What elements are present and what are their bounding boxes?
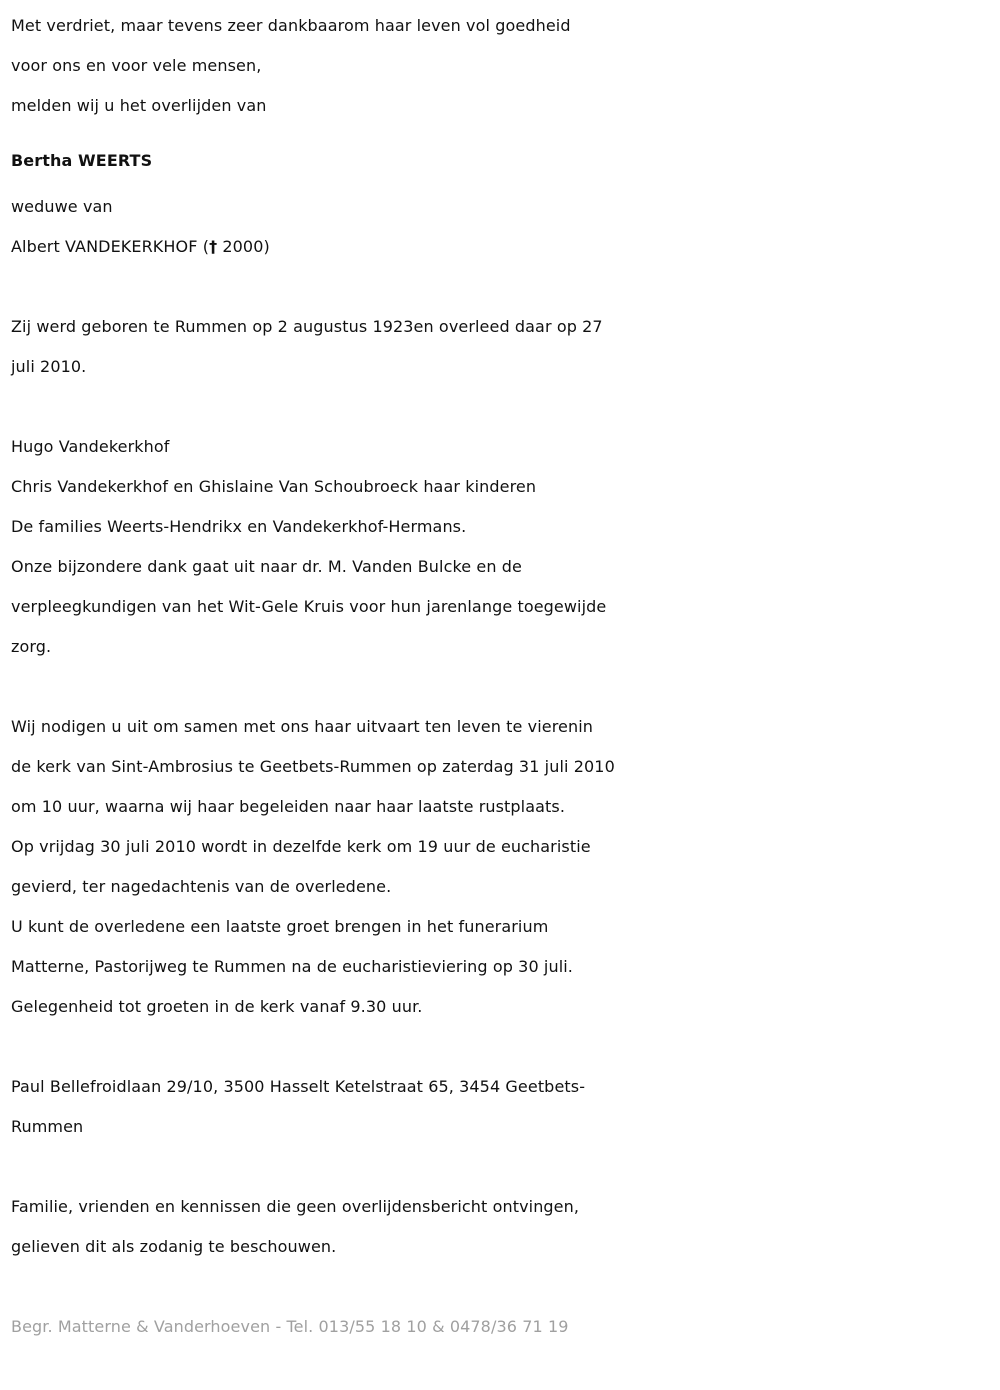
address-section (11, 1067, 996, 1147)
ceremony-section (11, 707, 996, 1027)
family-line: Hugo Vandekerkhof (11, 437, 170, 456)
spacer (11, 1027, 996, 1067)
family-line: zorg. (11, 637, 52, 656)
spacer (11, 1147, 996, 1187)
spacer (11, 387, 996, 427)
family-line: Onze bijzondere dank gaat uit naar dr. M. Vanden Bulcke en de (11, 557, 522, 576)
intro-section (11, 6, 996, 126)
ceremony-line: Matterne, Pastorijweg te Rummen na de eucharistieviering op 30 juli. (11, 957, 573, 976)
birth-death-line: Zij werd geboren te Rummen op 2 augustus 1923en overleed daar op 27 (11, 317, 603, 336)
spacer (11, 267, 996, 307)
birth-death-section (11, 307, 996, 387)
intro-line: Met verdriet, maar tevens zeer dankbaarom haar leven vol goedheid (11, 16, 571, 35)
family-line: verpleegkundigen van het Wit-Gele Kruis voor hun jarenlange toegewijde (11, 597, 607, 616)
ceremony-line: gevierd, ter nagedachtenis van de overledene. (11, 877, 392, 896)
ceremony-line: Gelegenheid tot groeten in de kerk vanaf 9.30 uur. (11, 997, 423, 1016)
ceremony-line: U kunt de overledene een laatste groet brengen in het funerarium (11, 917, 549, 936)
spouse-death-year: 2000) (217, 237, 270, 256)
cross-icon: † (209, 237, 218, 256)
address-line: Paul Bellefroidlaan 29/10, 3500 Hasselt Ketelstraat 65, 3454 Geetbets- (11, 1077, 586, 1096)
spouse-section (11, 187, 996, 267)
deceased-name: Bertha WEERTS (11, 151, 153, 170)
ceremony-line: Wij nodigen u uit om samen met ons haar uitvaart ten leven te vierenin (11, 717, 593, 736)
family-line: De families Weerts-Hendrikx en Vandekerkhof-Hermans. (11, 517, 467, 536)
notice-section (11, 1187, 996, 1267)
birth-death-line: juli 2010. (11, 357, 87, 376)
address-line: Rummen (11, 1117, 84, 1136)
relation-text: weduwe van (11, 197, 113, 216)
intro-line: melden wij u het overlijden van (11, 96, 267, 115)
spouse-line (11, 227, 996, 267)
family-section (11, 427, 996, 667)
ceremony-line: Op vrijdag 30 juli 2010 wordt in dezelfde kerk om 19 uur de eucharistie (11, 837, 591, 856)
spacer (11, 667, 996, 707)
funeral-home-footer: Begr. Matterne & Vanderhoeven - Tel. 013/55 18 10 & 0478/36 71 19 (11, 1317, 569, 1336)
spouse-name: Albert VANDEKERKHOF ( (11, 237, 210, 256)
obituary-document (11, 6, 996, 1347)
ceremony-line: om 10 uur, waarna wij haar begeleiden naar haar laatste rustplaats. (11, 797, 566, 816)
notice-line: Familie, vrienden en kennissen die geen overlijdensbericht ontvingen, (11, 1197, 580, 1216)
family-line: Chris Vandekerkhof en Ghislaine Van Schoubroeck haar kinderen (11, 477, 537, 496)
ceremony-line: de kerk van Sint-Ambrosius te Geetbets-Rummen op zaterdag 31 juli 2010 (11, 757, 615, 776)
intro-line: voor ons en voor vele mensen, (11, 56, 262, 75)
notice-line: gelieven dit als zodanig te beschouwen. (11, 1237, 337, 1256)
spacer (11, 1267, 996, 1307)
